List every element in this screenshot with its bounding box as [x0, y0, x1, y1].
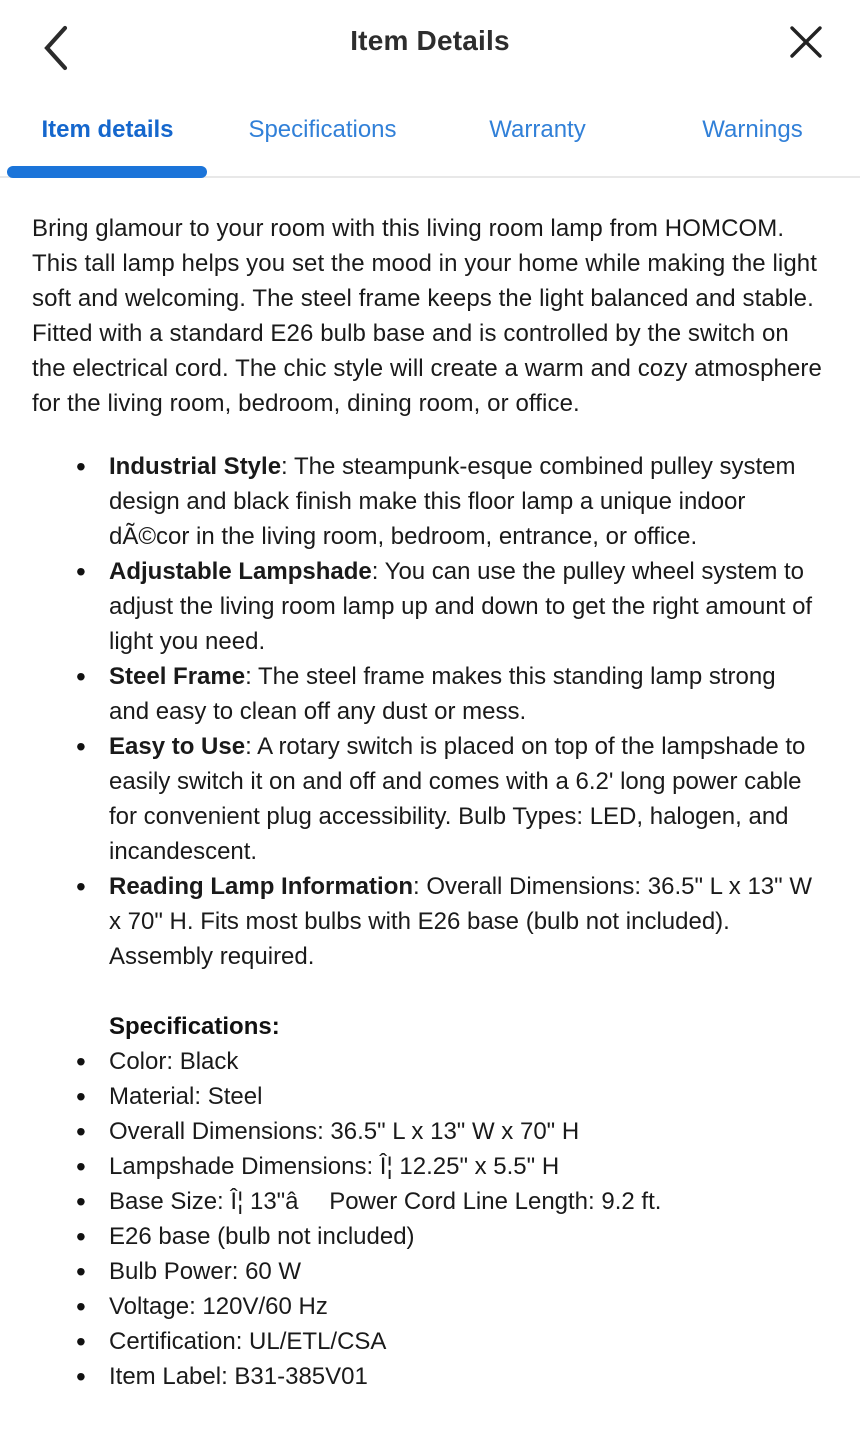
feature-list	[32, 449, 822, 974]
tab-label: Warnings	[702, 116, 803, 143]
feature-text: : You can use the pulley wheel system to adjust the living room lamp up and down to get the right amount of light you need.	[109, 558, 813, 655]
feature-title: Adjustable Lampshade	[109, 558, 372, 585]
tab-label: Warranty	[489, 116, 586, 143]
tab-label: Specifications	[248, 116, 397, 143]
tab-warranty[interactable]	[430, 100, 645, 176]
tab-warnings[interactable]	[645, 100, 860, 176]
spec-item: • Base Size: Î¦ 13"â Power Cord Line Length: 9.2 ft.	[32, 1184, 822, 1219]
spec-item: • E26 base (bulb not included)	[32, 1219, 822, 1254]
specifications-heading: Specifications:	[109, 1013, 280, 1040]
close-button[interactable]	[778, 12, 834, 72]
tab-bar	[0, 100, 860, 178]
product-description: Bring glamour to your room with this living room lamp from HOMCOM. This tall lamp helps you set the mood in your home while making the light soft and welcoming. The steel frame keeps the light balanced and stable. Fitted with a standard E26 bulb base and is controlled by the switch on the electrical cord. The chic style will create a warm and cozy atmosphere for the living room, bedroom, dining room, or office.	[32, 215, 822, 417]
active-tab-indicator	[7, 166, 207, 178]
feature-text: : Overall Dimensions: 36.5" L x 13" W x 70" H. Fits most bulbs with E26 base (bulb not included). Assembly required.	[109, 873, 812, 970]
spec-item: • Bulb Power: 60 W	[32, 1254, 822, 1289]
spec-item: • Certification: UL/ETL/CSA	[32, 1324, 822, 1359]
spec-item: • Color: Black	[32, 1044, 822, 1079]
close-x-icon	[789, 25, 823, 59]
feature-item	[32, 869, 822, 974]
spec-item: • Item Label: B31-385V01	[32, 1359, 822, 1394]
spec-item: • Overall Dimensions: 36.5" L x 13" W x 70" H	[32, 1114, 822, 1149]
spec-item: • Lampshade Dimensions: Î¦ 12.25" x 5.5" H	[32, 1149, 822, 1184]
tab-label: Item details	[41, 116, 174, 143]
feature-title: Reading Lamp Information	[109, 873, 414, 900]
feature-item	[32, 729, 822, 869]
spec-item: • Voltage: 120V/60 Hz	[32, 1289, 822, 1324]
spec-item: • Material: Steel	[32, 1079, 822, 1114]
item-details-content[interactable]	[0, 178, 860, 1434]
feature-title: Steel Frame	[109, 663, 246, 690]
feature-text: : The steampunk-esque combined pulley system design and black finish make this floor lamp a unique indoor dÃ©cor in the living room, bedroom, entrance, or office.	[109, 453, 796, 550]
feature-item	[32, 554, 822, 659]
feature-text: : The steel frame makes this standing lamp strong and easy to clean off any dust or mess.	[109, 663, 776, 725]
feature-text: : A rotary switch is placed on top of the lampshade to easily switch it on and off and comes with a 6.2' long power cable for convenient plug accessibility. Bulb Types: LED, halogen, and incandescent.	[109, 733, 806, 865]
page-title: Item Details	[350, 25, 510, 56]
modal-header	[0, 0, 860, 100]
feature-title: Easy to Use	[109, 733, 246, 760]
feature-item	[32, 449, 822, 554]
feature-title: Industrial Style	[109, 453, 282, 480]
feature-item	[32, 659, 822, 729]
tab-specifications[interactable]	[215, 100, 430, 176]
specifications-list	[32, 1044, 822, 1394]
tab-item-details[interactable]	[0, 100, 215, 176]
